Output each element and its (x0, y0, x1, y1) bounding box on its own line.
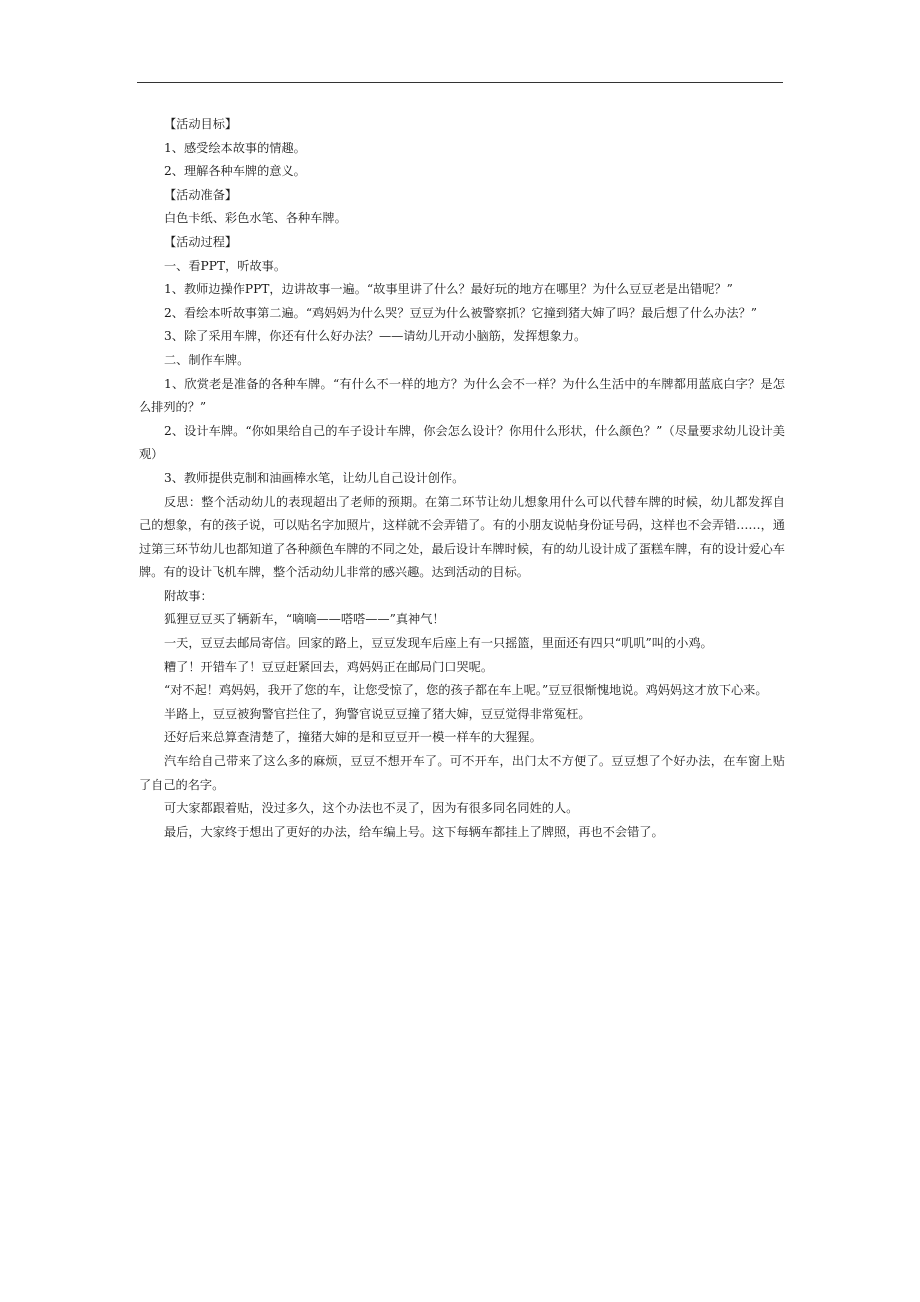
story-paragraph: 糟了！开错车了！豆豆赶紧回去，鸡妈妈正在邮局门口哭呢。 (164, 659, 494, 674)
section-heading-goals: 【活动目标】 (164, 117, 238, 131)
process-step-heading: 二、制作车牌。 (164, 352, 250, 367)
process-item: 2、设计车牌。“你如果给自己的车子设计车牌，你会怎么设计？你用什么形状，什么颜色？”（尽量要求幼儿设计美观） (139, 423, 785, 462)
goal-item: 2、理解各种车牌的意义。 (164, 164, 306, 179)
process-item: 1、教师边操作PPT，边讲故事一遍。“故事里讲了什么？最好玩的地方在哪里？为什么豆豆老是出错呢？” (164, 282, 733, 297)
section-heading-process: 【活动过程】 (164, 234, 238, 249)
preparation-text: 白色卡纸、彩色水笔、各种车牌。 (164, 211, 347, 226)
story-paragraph: 还好后来总算查清楚了，撞猪大婶的是和豆豆开一模一样车的大猩猩。 (164, 730, 542, 745)
header-rule (137, 82, 783, 83)
process-item: 3、教师提供克制和油画棒水笔，让幼儿自己设计创作。 (164, 470, 465, 485)
reflection-paragraph: 反思：整个活动幼儿的表现超出了老师的预期。在第二环节让幼儿想象用什么可以代替车牌的时候，幼儿都发挥自己的想象，有的孩子说，可以贴名字加照片，这样就不会弄错了。有的小朋友说帖身份证号码，这样也不会弄错……，通过第三环节幼儿也都知道了各种颜色车牌的不同之处，最后设计车牌时候，有的幼儿设计成了蛋糕车牌，有的设计爱心车牌。有的设计飞机车牌，整个活动幼儿非常的感兴趣。达到活动的目标。 (139, 494, 785, 580)
section-heading-preparation: 【活动准备】 (164, 187, 238, 202)
story-paragraph: 最后，大家终于想出了更好的办法，给车编上号。这下每辆车都挂上了牌照，再也不会错了。 (164, 824, 664, 839)
process-item: 2、看绘本听故事第二遍。“鸡妈妈为什么哭？豆豆为什么被警察抓？它撞到猪大婶了吗？最后想了什么办法？” (164, 305, 758, 320)
story-paragraph: 可大家都跟着贴，没过多久，这个办法也不灵了，因为有很多同名同姓的人。 (164, 801, 579, 816)
goal-item: 1、感受绘本故事的情趣。 (164, 140, 306, 155)
process-item: 1、欣赏老是准备的各种车牌。“有什么不一样的地方？为什么会不一样？为什么生活中的车牌都用蓝底白字？是怎么排列的？” (139, 376, 785, 415)
document-body (139, 113, 785, 844)
story-paragraph: “对不起！鸡妈妈，我开了您的车，让您受惊了，您的孩子都在车上呢。”豆豆很惭愧地说。鸡妈妈这才放下心来。 (164, 683, 768, 698)
story-paragraph: 一天，豆豆去邮局寄信。回家的路上，豆豆发现车后座上有一只摇篮，里面还有四只“叽叽”叫的小鸡。 (164, 636, 713, 651)
story-paragraph: 汽车给自己带来了这么多的麻烦，豆豆不想开车了。可不开车，出门太不方便了。豆豆想了个好办法，在车窗上贴了自己的名字。 (139, 754, 785, 792)
process-step-heading: 一、看PPT，听故事。 (164, 258, 287, 273)
story-heading: 附故事： (164, 588, 213, 603)
story-paragraph: 半路上，豆豆被狗警官拦住了，狗警官说豆豆撞了猪大婶，豆豆觉得非常冤枉。 (164, 706, 591, 721)
story-paragraph: 狐狸豆豆买了辆新车，“嘀嘀——嗒嗒——”真神气！ (164, 612, 445, 627)
process-item: 3、除了采用车牌，你还有什么好办法？——请幼儿开动小脑筋，发挥想象力。 (164, 329, 587, 344)
